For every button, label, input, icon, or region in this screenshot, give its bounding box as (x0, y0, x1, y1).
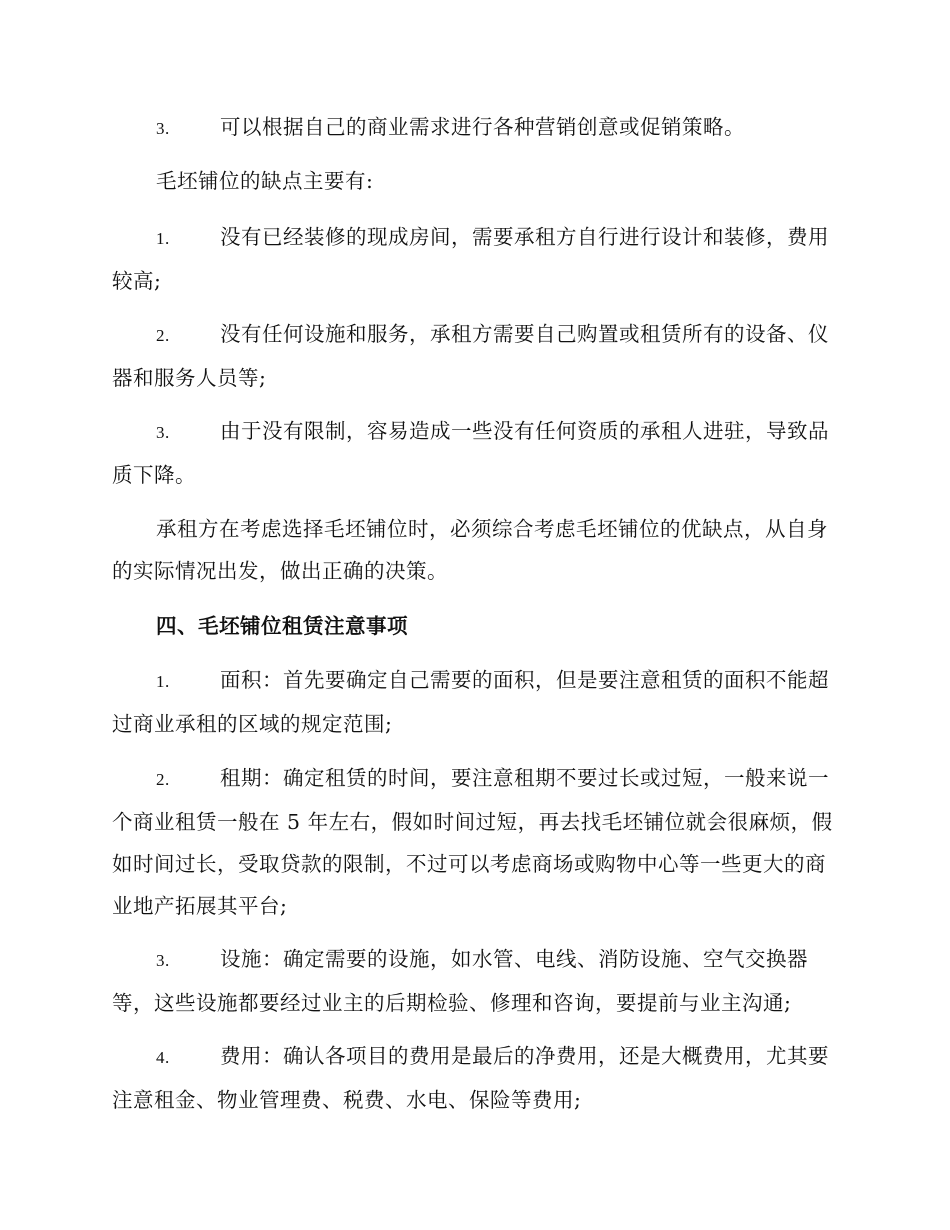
list-text: 没有已经装修的现成房间，需要承租方自行进行设计和装修，费用较高; (112, 225, 829, 293)
list-number: 2. (156, 326, 170, 345)
list-item (112, 106, 836, 150)
list-number: 1. (156, 672, 170, 691)
list-text: 可以根据自己的商业需求进行各种营销创意或促销策略。 (220, 115, 745, 139)
section-heading: 四、毛坯铺位租赁注意事项 (156, 614, 408, 638)
list-text: 租期：确定租赁的时间，要注意租期不要过长或过短，一般来说一个商业租赁一般在 5 年左右，假如时间过短，再去找毛坯铺位就会很麻烦，假如时间过长，受取贷款的限制，不过可以考虑商场或购物中心等一些更大的商业地产拓展其平台; (112, 766, 833, 918)
list-number: 2. (156, 770, 170, 789)
list-item (112, 659, 836, 745)
list-item (112, 1035, 836, 1121)
list-number: 3. (156, 423, 170, 442)
list-item (112, 216, 836, 302)
list-text: 面积：首先要确定自己需要的面积，但是要注意租赁的面积不能超过商业承租的区域的规定范围; (112, 668, 829, 736)
list-number: 3. (156, 951, 170, 970)
list-item (112, 410, 836, 496)
paragraph: 承租方在考虑选择毛坯铺位时，必须综合考虑毛坯铺位的优缺点，从自身的实际情况出发，做出正确的决策。 (112, 517, 828, 583)
list-number: 4. (156, 1048, 170, 1067)
list-number: 1. (156, 229, 170, 248)
list-text: 没有任何设施和服务，承租方需要自己购置或租赁所有的设备、仪器和服务人员等; (112, 322, 829, 390)
list-text: 由于没有限制，容易造成一些没有任何资质的承租人进驻，导致品质下降。 (112, 419, 829, 487)
list-item (112, 757, 836, 927)
paragraph: 毛坯铺位的缺点主要有: (156, 169, 374, 193)
list-text: 费用：确认各项目的费用是最后的净费用，还是大概费用，尤其要注意租金、物业管理费、税费、水电、保险等费用; (112, 1044, 829, 1112)
list-item (112, 313, 836, 399)
list-text: 设施：确定需要的设施，如水管、电线、消防设施、空气交换器等，这些设施都要经过业主的后期检验、修理和咨询，要提前与业主沟通; (112, 947, 808, 1015)
list-number: 3. (156, 119, 170, 138)
list-item (112, 938, 836, 1024)
